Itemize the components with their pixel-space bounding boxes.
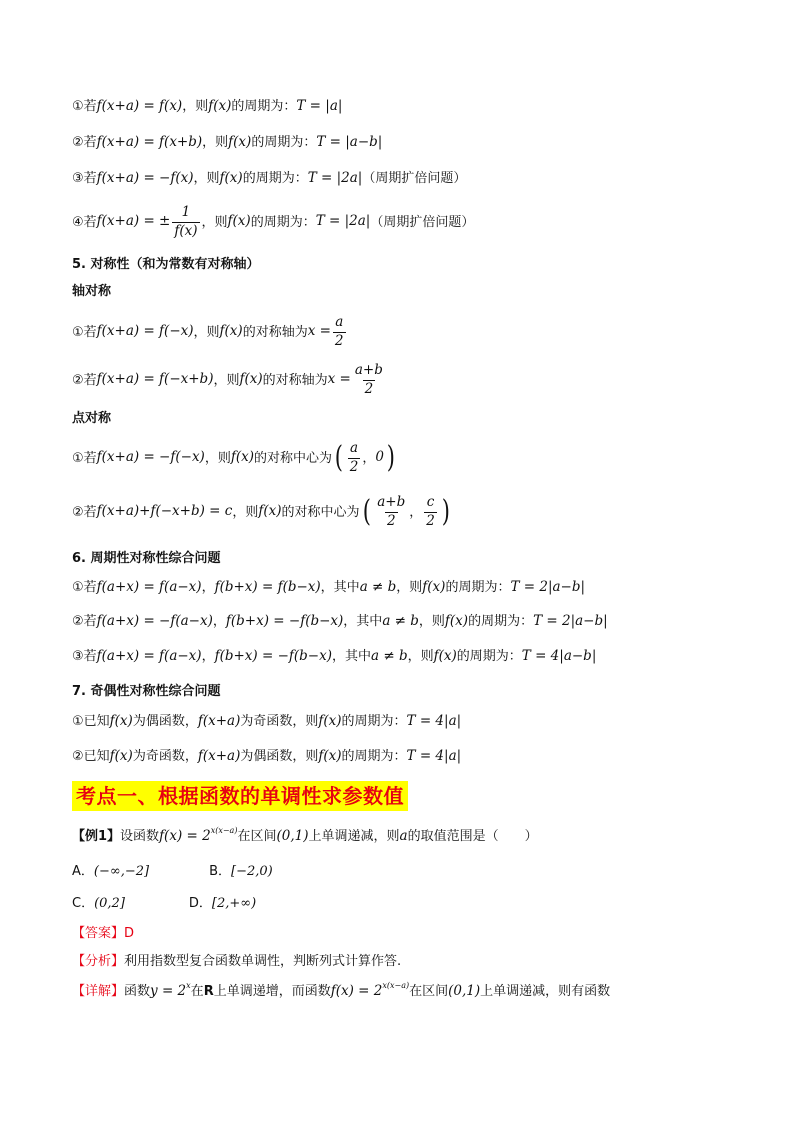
comma-separator: ， bbox=[409, 504, 423, 520]
analysis-line: 【分析】 利用指数型复合函数单调性，判断列式计算作答. bbox=[72, 954, 402, 969]
option-a[interactable]: A．(−∞,−2] bbox=[72, 864, 150, 879]
options-row-2 bbox=[72, 897, 256, 910]
example-1-question: 【例1】 设函数 f(x) = 2 x(x−a) 在区间 (0,1) 上单调递减，则 a 的取值范围是（ ） bbox=[72, 825, 538, 845]
option-c[interactable]: C．(0,2] bbox=[72, 896, 125, 911]
fraction: $\frac{1}{f(x)}$ bbox=[174, 204, 198, 239]
answer-line: 【答案】 D bbox=[72, 926, 135, 941]
axis-formula-2: ②若 f(x+a) = f(−x+b) ，则 f(x) 的对称轴为 x = $\frac{a+b}{2}$ bbox=[72, 362, 383, 397]
fraction: $\frac{a}{2}$ bbox=[349, 440, 359, 475]
combo-formula-3: ③若 f(a+x) = f(a−x) ， f(b+x) = −f(b−x) ，其中 a ≠ b ，则 f(x) 的周期为： T = 4|a−b| bbox=[72, 648, 597, 665]
period-formula-2: ②若 f(x+a) = f(x+b) ，则 f(x) 的周期为： T = |a−b| bbox=[72, 134, 383, 151]
parity-formula-2: ②已知 f(x) 为奇函数， f(x+a) 为偶函数，则 f(x) 的周期为： T = 4|a| bbox=[72, 748, 462, 765]
axis-formula-1: ①若 f(x+a) = f(−x) ，则 f(x) 的对称轴为 x = $\frac{a}{2}$ bbox=[72, 314, 344, 349]
section-5-heading: 5. 对称性（和为常数有对称轴） bbox=[72, 257, 260, 272]
right-paren-icon: ) bbox=[386, 440, 395, 475]
point-symmetry-heading: 点对称 bbox=[72, 411, 112, 426]
comma-separator: ， bbox=[362, 450, 376, 466]
detail-line: 【详解】 函数 y = 2 x 在 R 上单调递增，而函数 f(x) = 2 x(x−a) 在区间 (0,1) 上单调递减，则有函数 bbox=[72, 980, 611, 1000]
left-paren-icon: ( bbox=[334, 440, 343, 475]
period-formula-4: ④若 f(x+a) = ± $\frac{1}{f(x)}$ ，则 f(x) 的周期为： T = |2a| （周期扩倍问题） bbox=[72, 204, 475, 239]
fraction: $\frac{a+b}{2}$ bbox=[377, 494, 406, 529]
right-paren-icon: ) bbox=[441, 494, 450, 529]
point-formula-1: ①若 f(x+a) = −f(−x) ，则 f(x) 的对称中心为 ( $\frac{a}{2}$ ， 0 ) bbox=[72, 440, 395, 475]
left-paren-icon: ( bbox=[362, 494, 371, 529]
period-formula-3: ③若 f(x+a) = −f(x) ，则 f(x) 的周期为： T = |2a| （周期扩倍问题） bbox=[72, 170, 467, 187]
point-formula-2: ②若 f(x+a)+f(−x+b) = c ，则 f(x) 的对称中心为 ( $\frac{a+b}{2}$ ， $\frac{c}{2}$ ) bbox=[72, 494, 450, 529]
fraction: $\frac{a}{2}$ bbox=[334, 314, 344, 349]
option-b[interactable]: B．[−2,0) bbox=[209, 864, 273, 879]
section-7-heading: 7. 奇偶性对称性综合问题 bbox=[72, 684, 221, 699]
options-row-1 bbox=[72, 865, 273, 878]
parity-formula-1: ①已知 f(x) 为偶函数， f(x+a) 为奇函数，则 f(x) 的周期为： T = 4|a| bbox=[72, 713, 462, 730]
period-formula-1: ①若 f(x+a) = f(x) ，则 f(x) 的周期为： T = |a| bbox=[72, 98, 343, 115]
fraction: $\frac{a+b}{2}$ bbox=[354, 362, 383, 397]
section-title-highlight: 考点一、根据函数的单调性求参数值 bbox=[72, 781, 408, 811]
axis-symmetry-heading: 轴对称 bbox=[72, 284, 112, 299]
option-d[interactable]: D．[2,+∞) bbox=[188, 896, 257, 911]
combo-formula-2: ②若 f(a+x) = −f(a−x) ， f(b+x) = −f(b−x) ，其中 a ≠ b ，则 f(x) 的周期为： T = 2|a−b| bbox=[72, 613, 608, 630]
combo-formula-1: ①若 f(a+x) = f(a−x) ， f(b+x) = f(b−x) ，其中 a ≠ b ，则 f(x) 的周期为： T = 2|a−b| bbox=[72, 579, 586, 596]
fraction: $\frac{c}{2}$ bbox=[426, 494, 435, 529]
section-6-heading: 6. 周期性对称性综合问题 bbox=[72, 551, 221, 566]
